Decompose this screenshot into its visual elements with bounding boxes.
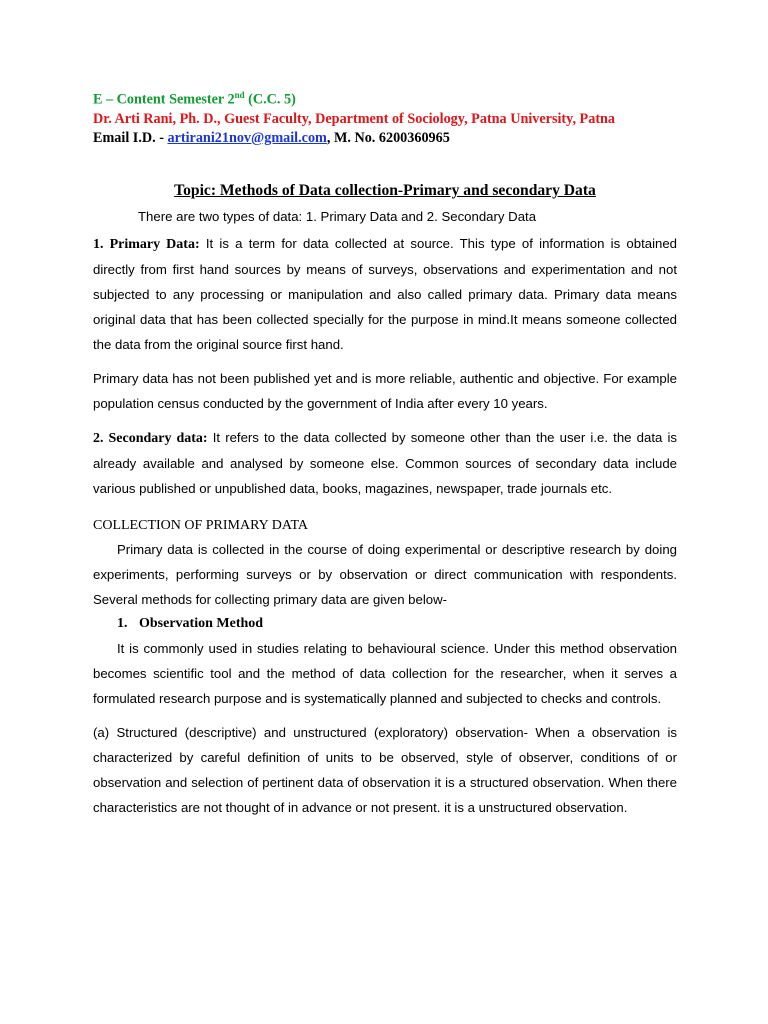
mobile-number: , M. No. 6200360965 xyxy=(326,129,450,146)
primary-data-paragraph xyxy=(93,231,677,357)
secondary-data-lead: 2. Secondary data: xyxy=(93,430,208,446)
semester-text: E – Content Semester 2 xyxy=(93,91,235,108)
document-title: Topic: Methods of Data collection-Primary and secondary Data xyxy=(174,181,596,199)
document-page xyxy=(93,86,677,820)
semester-line xyxy=(93,86,677,110)
contact-line xyxy=(93,129,677,148)
secondary-data-paragraph xyxy=(93,425,677,501)
primary-data-lead: 1. Primary Data: xyxy=(93,236,200,252)
observation-paragraph: It is commonly used in studies relating to behavioural science. Under this method observation becomes scientific tool and the method of data collection for the researcher, when it serves a formulated research purpose and is systematically planned and subjected to checks and controls. xyxy=(93,640,677,706)
observation-title: Observation Method xyxy=(139,615,264,631)
course-code: (C.C. 5) xyxy=(244,91,296,108)
collection-heading: COLLECTION OF PRIMARY DATA xyxy=(93,517,308,533)
email-label: Email I.D. - xyxy=(93,129,168,146)
primary-data-text: It is a term for data collected at source. This type of information is obtained directly from first hand sources by means of surveys, observations and experimentation and not subjected to any processing or manipulation and also called primary data. Primary data means original data that has been collected specially for the purpose in mind.It means someone collected the data from the original source first hand. xyxy=(93,235,677,352)
structured-observation-paragraph: (a) Structured (descriptive) and unstructured (exploratory) observation- When a observation is characterized by careful definition of units to be observed, style of observer, conditions of or observation and selection of pertinent data of observation it is a structured observation. When there characteristics are not thought of in advance or not present. it is a unstructured observation. xyxy=(93,724,677,815)
intro-text: There are two types of data: 1. Primary Data and 2. Secondary Data xyxy=(138,208,537,224)
collection-paragraph: Primary data is collected in the course of doing experimental or descriptive research by doing experiments, performing surveys or by observation or direct communication with respondents. Several methods for collecting primary data are given below- xyxy=(93,541,677,607)
email-link[interactable]: artirani21nov@gmail.com xyxy=(167,129,327,146)
author-line: Dr. Arti Rani, Ph. D., Guest Faculty, Department of Sociology, Patna University, Patna xyxy=(93,110,616,127)
semester-superscript: nd xyxy=(234,90,245,100)
secondary-data-text: It refers to the data collected by someone other than the user i.e. the data is already available and analysed by someone else. Common sources of secondary data include various published or unpublished data, books, magazines, newspaper, trade journals etc. xyxy=(93,429,677,496)
observation-heading xyxy=(93,612,677,636)
primary-extra-paragraph: Primary data has not been published yet and is more reliable, authentic and objective. For example population census conducted by the government of India after every 10 years. xyxy=(93,370,677,411)
observation-number: 1. xyxy=(117,615,128,631)
